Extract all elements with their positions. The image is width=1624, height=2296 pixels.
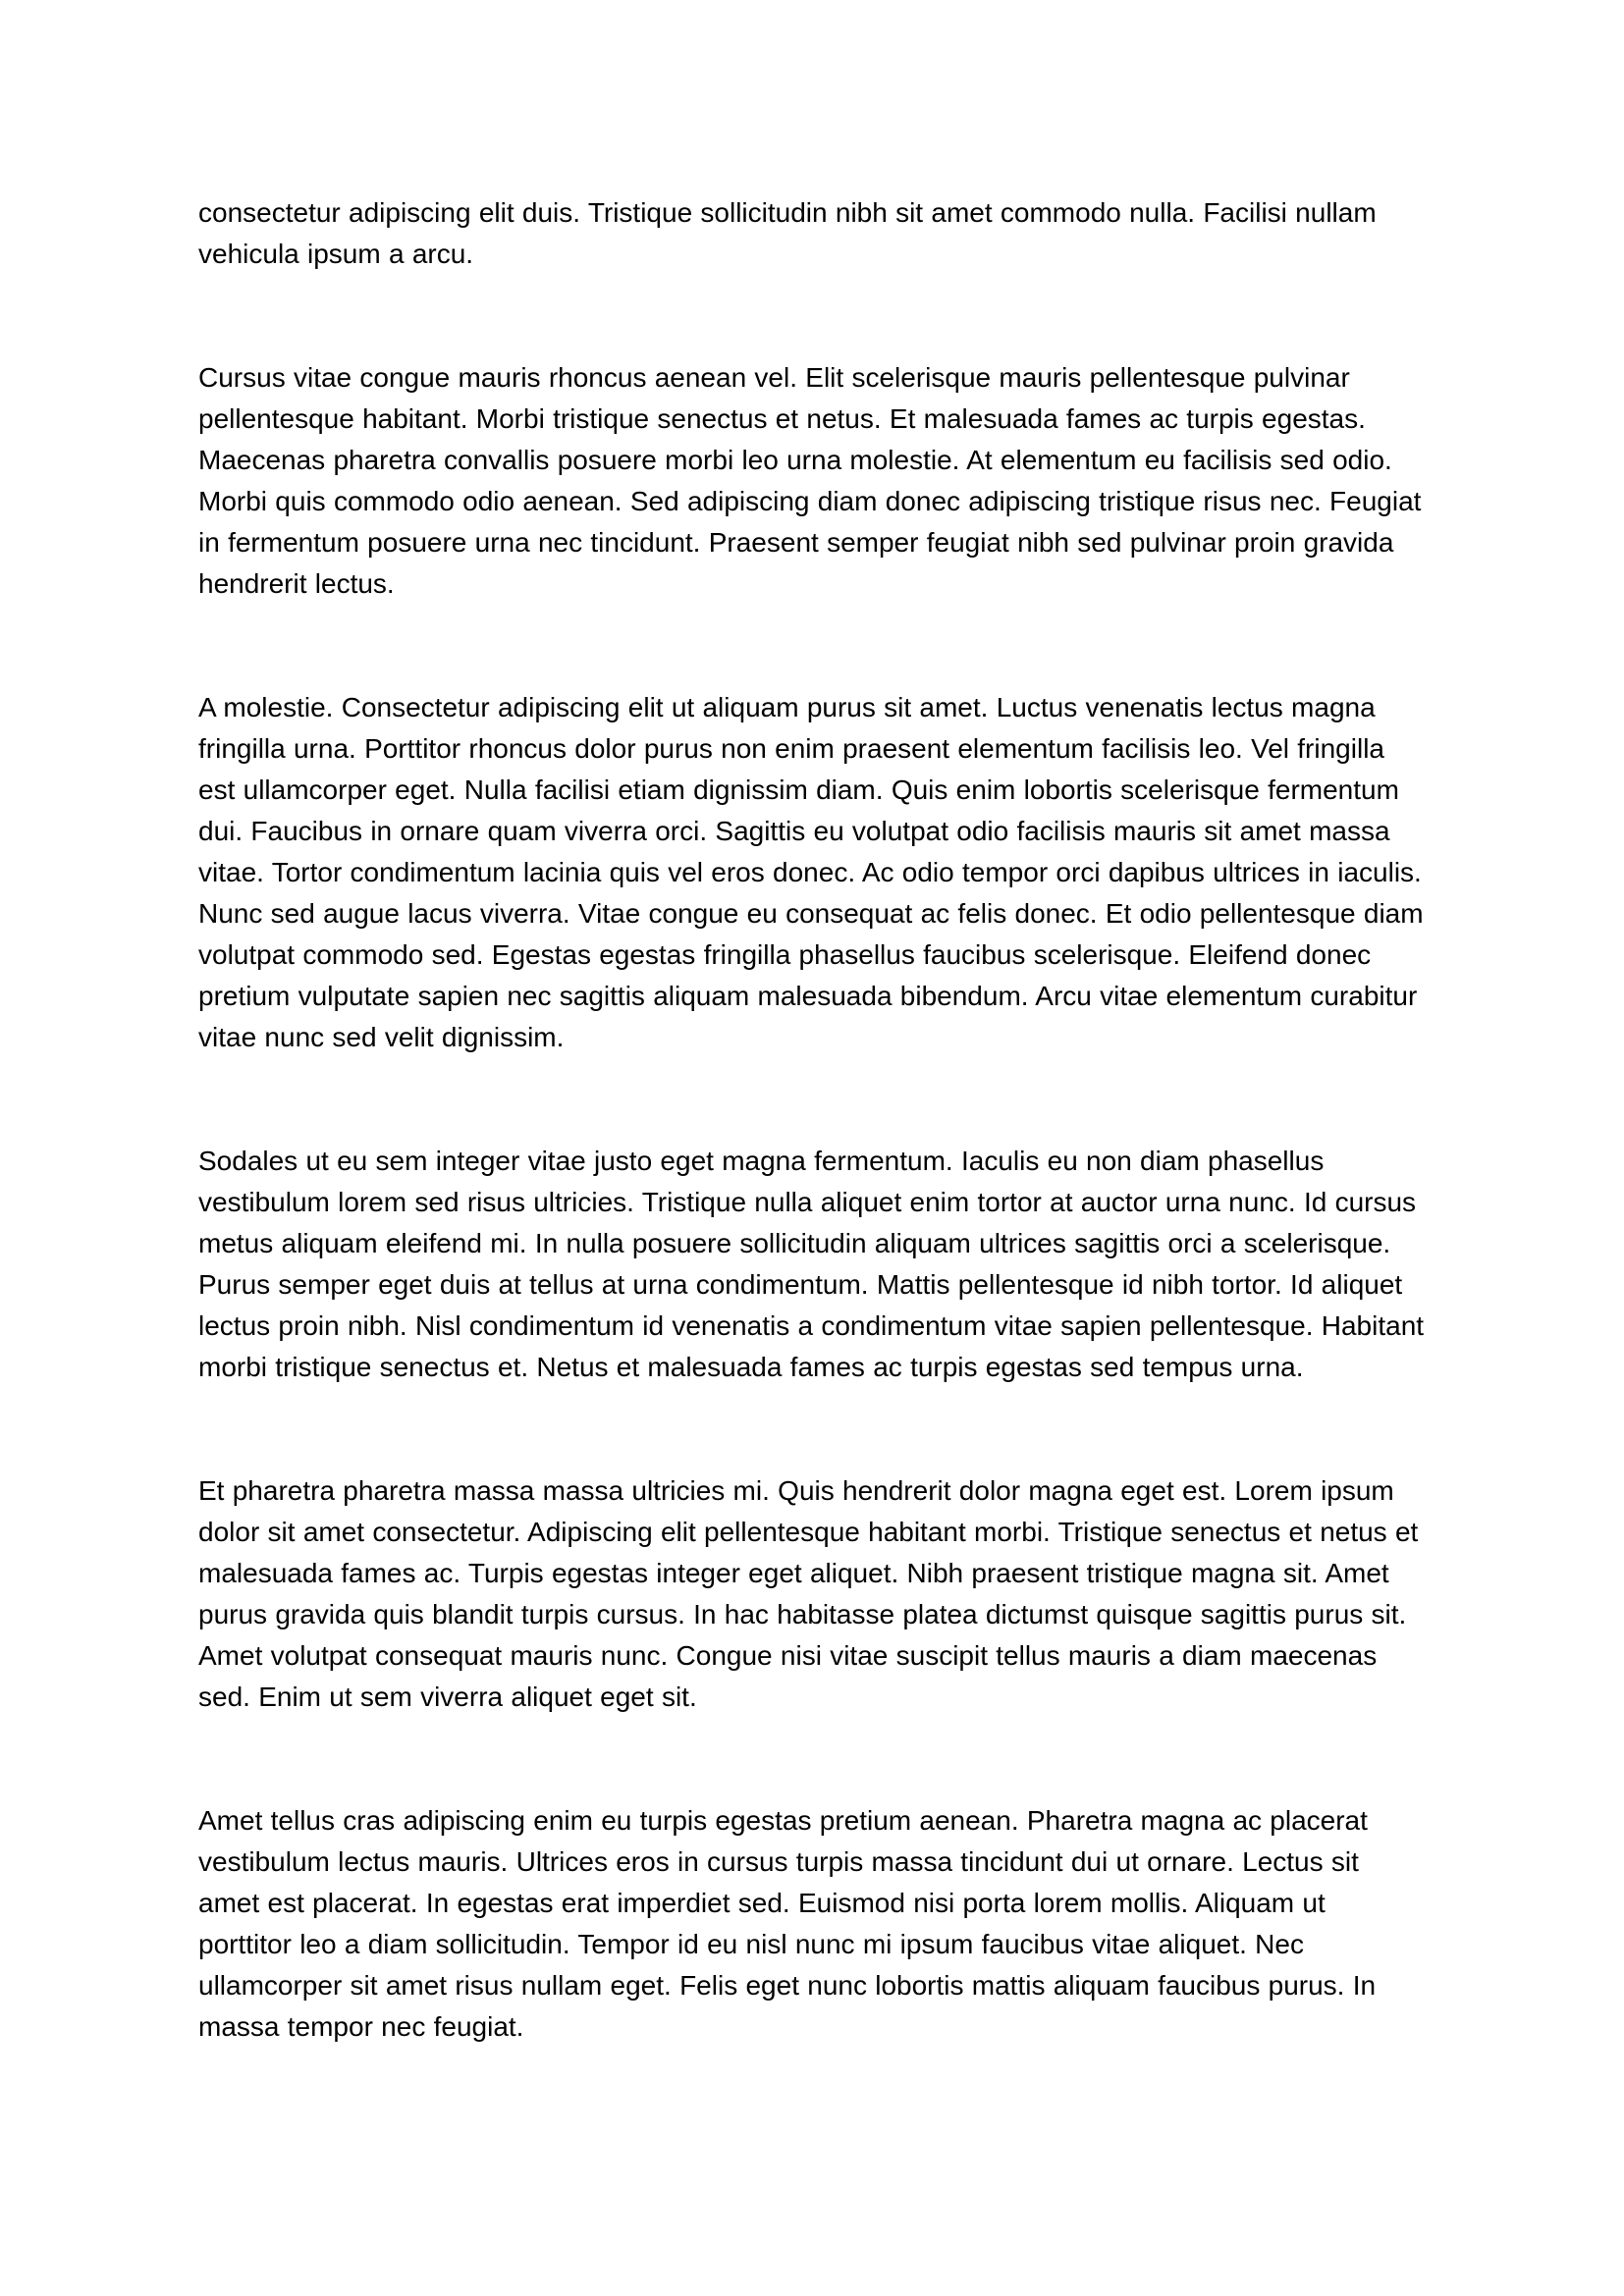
paragraph: Et pharetra pharetra massa massa ultricies mi. Quis hendrerit dolor magna eget est. Lorem ipsum dolor sit amet consectetur. Adipiscing elit pellentesque habitant morbi. Tristique senectus et netus et malesuada fames ac. Turpis egestas integer eget aliquet. Nibh praesent tristique magna sit. Amet purus gravida quis blandit turpis cursus. In hac habitasse platea dictumst quisque sagittis purus sit. Amet volutpat consequat mauris nunc. Congue nisi vitae suscipit tellus mauris a diam maecenas sed. Enim ut sem viverra aliquet eget sit. <box>198 1475 1419 1712</box>
paragraph: Sodales ut eu sem integer vitae justo eget magna fermentum. Iaculis eu non diam phasellus vestibulum lorem sed risus ultricies. Tristique nulla aliquet enim tortor at auctor urna nunc. Id cursus metus aliquam eleifend mi. In nulla posuere sollicitudin aliquam ultrices sagittis orci a scelerisque. Purus semper eget duis at tellus at urna condimentum. Mattis pellentesque id nibh tortor. Id aliquet lectus proin nibh. Nisl condimentum id venenatis a condimentum vitae sapien pellentesque. Habitant morbi tristique senectus et. Netus et malesuada fames ac turpis egestas sed tempus urna. <box>198 1146 1425 1382</box>
paragraph: Cursus vitae congue mauris rhoncus aenean vel. Elit scelerisque mauris pellentesque pulvinar pellentesque habitant. Morbi tristique senectus et netus. Et malesuada fames ac turpis egestas. Maecenas pharetra convallis posuere morbi leo urna molestie. At elementum eu facilisis sed odio. Morbi quis commodo odio aenean. Sed adipiscing diam donec adipiscing tristique risus nec. Feugiat in fermentum posuere urna nec tincidunt. Praesent semper feugiat nibh sed pulvinar proin gravida hendrerit lectus. <box>198 362 1422 599</box>
paragraph: consectetur adipiscing elit duis. Tristique sollicitudin nibh sit amet commodo nulla. Facilisi nullam vehicula ipsum a arcu. <box>198 197 1377 269</box>
paragraph: Amet tellus cras adipiscing enim eu turpis egestas pretium aenean. Pharetra magna ac placerat vestibulum lectus mauris. Ultrices eros in cursus turpis massa tincidunt dui ut ornare. Lectus sit amet est placerat. In egestas erat imperdiet sed. Euismod nisi porta lorem mollis. Aliquam ut porttitor leo a diam sollicitudin. Tempor id eu nisl nunc mi ipsum faucibus vitae aliquet. Nec ullamcorper sit amet risus nullam eget. Felis eget nunc lobortis mattis aliquam faucibus purus. In massa tempor nec feugiat. <box>198 1805 1377 2042</box>
document-text-body <box>198 192 1426 2048</box>
paragraph: A molestie. Consectetur adipiscing elit ut aliquam purus sit amet. Luctus venenatis lectus magna fringilla urna. Porttitor rhoncus dolor purus non enim praesent elementum facilisis leo. Vel fringilla est ullamcorper eget. Nulla facilisi etiam dignissim diam. Quis enim lobortis scelerisque fermentum dui. Faucibus in ornare quam viverra orci. Sagittis eu volutpat odio facilisis mauris sit amet massa vitae. Tortor condimentum lacinia quis vel eros donec. Ac odio tempor orci dapibus ultrices in iaculis. Nunc sed augue lacus viverra. Vitae congue eu consequat ac felis donec. Et odio pellentesque diam volutpat commodo sed. Egestas egestas fringilla phasellus faucibus scelerisque. Eleifend donec pretium vulputate sapien nec sagittis aliquam malesuada bibendum. Arcu vitae elementum curabitur vitae nunc sed velit dignissim. <box>198 692 1424 1052</box>
